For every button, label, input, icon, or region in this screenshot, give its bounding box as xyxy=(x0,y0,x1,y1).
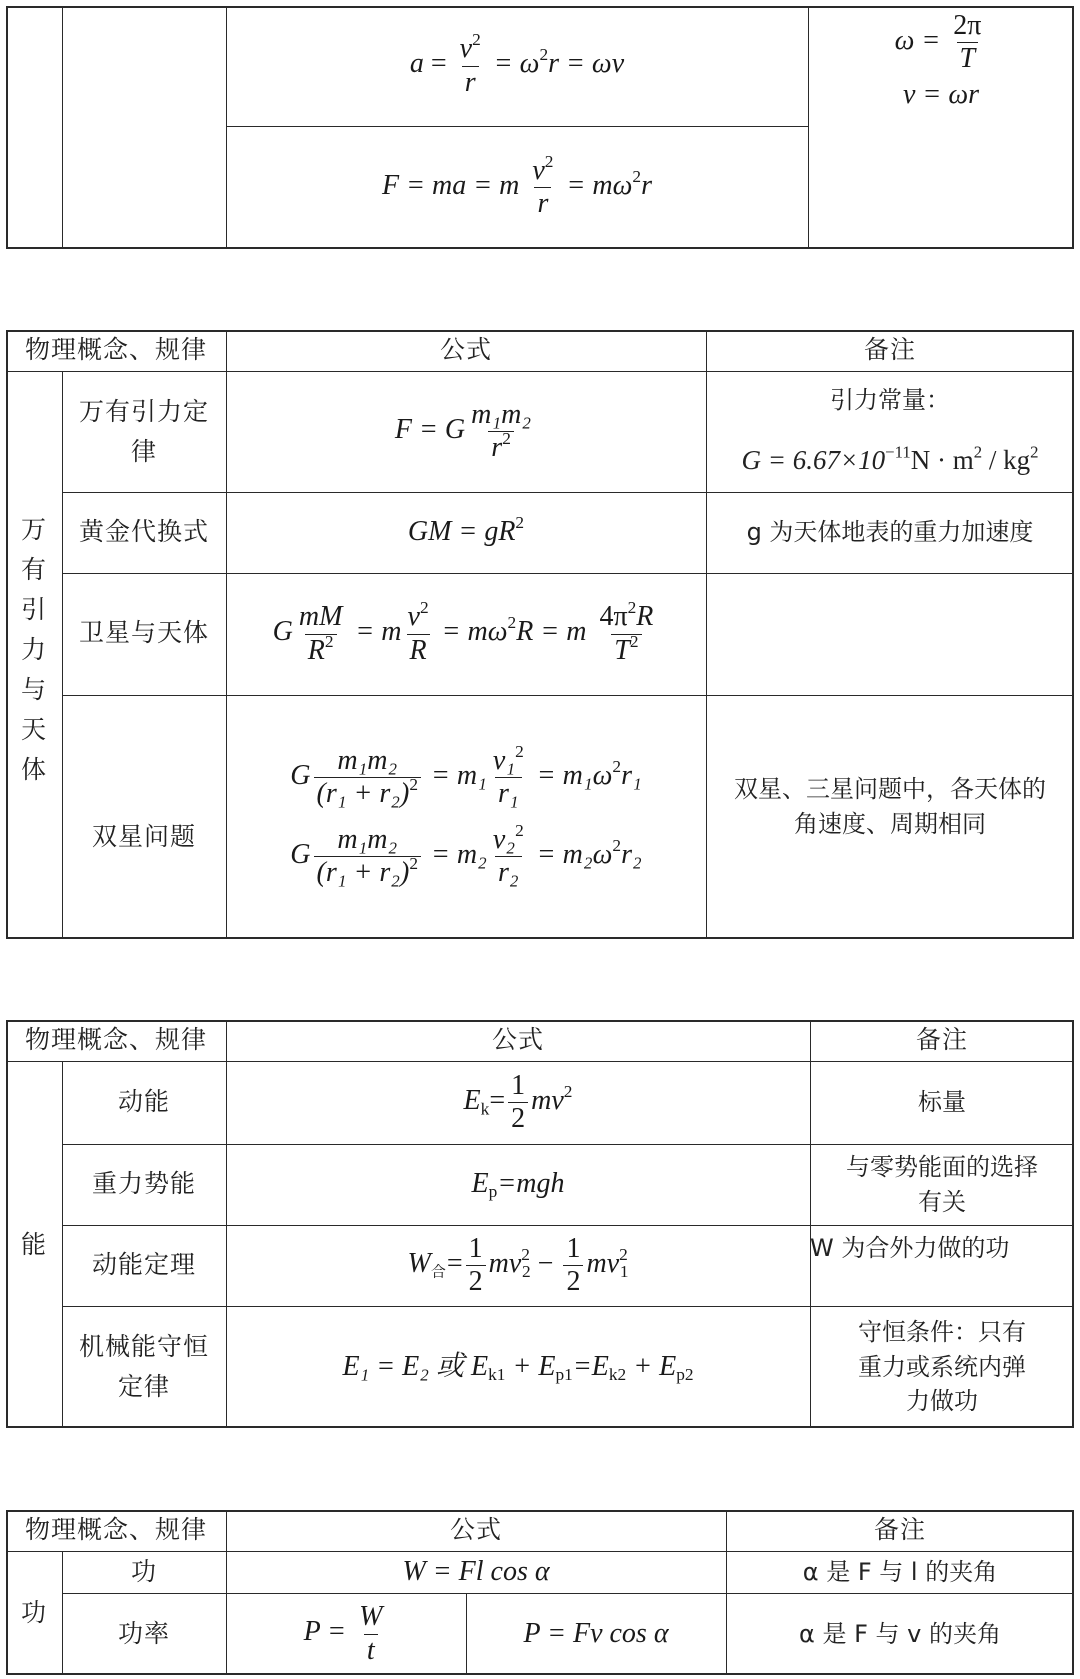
formula-centripetal-acceleration: a = $\frac{v^2}{r}$ = $\omega^2r = \omega v$ xyxy=(409,30,625,98)
formula-satellite: G $\frac{mM}{R^2}$ = m $\frac{v^2}{R}$ = $m\omega^2R = m$ $\frac{4\pi^2R}{T^2}$ xyxy=(272,598,654,666)
formula-work-energy-theorem: $W_合=$ $\frac{1}{2}$ $mv^2_2$ − $\frac{1}{2}$ $mv^2_1$ xyxy=(407,1232,629,1297)
formula-power-instant: P = Fv cos α xyxy=(523,1617,669,1649)
divider xyxy=(62,6,63,249)
note-angular-velocity: ω = $\frac{2\pi}{T}$ v = ωr xyxy=(894,10,982,111)
note-gravitational-pe: 与零势能面的选择 有关 xyxy=(846,1152,1038,1216)
formula-power-average: P = $\frac{W}{t}$ xyxy=(303,1601,383,1666)
header-concept: 物理概念、规律 xyxy=(24,1025,207,1055)
formula-universal-gravitation: F = G $\frac{\text{m₁m₂}}{r^2}$ xyxy=(394,398,532,463)
group-label-gravitation: 万 有 引 力 与 天 体 xyxy=(20,515,47,784)
concept-satellite: 卫星与天体 xyxy=(78,618,209,647)
header-concept: 物理概念、规律 xyxy=(24,335,207,365)
header-note: 备注 xyxy=(915,1025,968,1055)
formula-work: W = Fl cos α xyxy=(402,1555,550,1587)
header-note: 备注 xyxy=(873,1515,926,1545)
note-power: α 是 F 与 v 的夹角 xyxy=(799,1619,1001,1648)
formula-golden-substitution: GM = $gR^2$ xyxy=(407,513,525,548)
concept-kinetic-energy: 动能 xyxy=(117,1087,170,1117)
header-note: 备注 xyxy=(863,335,916,365)
concept-work: 功 xyxy=(130,1556,157,1586)
note-work-energy-theorem: W 为合外力做的功 xyxy=(810,1234,1010,1262)
concept-universal-gravitation: 万有引力定 律 xyxy=(78,396,209,466)
note-kinetic-energy: 标量 xyxy=(918,1088,966,1117)
formula-gravitational-pe: $E_p=mgh$ xyxy=(471,1168,565,1202)
concept-binary-star: 双星问题 xyxy=(91,821,196,851)
formula-kinetic-energy: $E_k=$ $\frac{1}{2}$ $mv^2$ xyxy=(463,1069,573,1134)
note-binary-star: 双星、三星问题中，各天体的 角速度、周期相同 xyxy=(734,775,1046,838)
concept-work-energy-theorem: 动能定理 xyxy=(91,1250,196,1280)
note-satellite xyxy=(706,573,1074,695)
formula-mechanical-energy-conservation: E₁ = E₂ 或 $E_{k1} + E_{p1}=E_{k2} + E_{p2}$ xyxy=(342,1350,694,1384)
formula-binary-star: G $\frac{\text{m₁m₂}}{(r_1 + r_2)^2}$ = m₁ $\frac{v_1^2}{\text{r₁}}$ = $m_1\omega^2r_1$ G $\frac{\text{m₁m₂}}{(r_1 + r_2)^2}$ = m₂ $\frac{v_2^2}{\text{r₂}}$ = $m_2\omega^2r_2$ xyxy=(290,741,642,889)
group-label-energy: 能 xyxy=(20,1229,47,1259)
concept-golden-substitution: 黄金代换式 xyxy=(78,517,209,547)
header-concept: 物理概念、规律 xyxy=(24,1515,207,1545)
concept-mechanical-energy-conservation: 机械能守恒 定律 xyxy=(78,1332,209,1401)
concept-power: 功率 xyxy=(117,1618,170,1648)
concept-gravitational-pe: 重力势能 xyxy=(91,1169,196,1199)
group-label-work: 功 xyxy=(20,1597,47,1627)
note-work: α 是 F 与 l 的夹角 xyxy=(802,1557,998,1586)
note-mechanical-energy-conservation: 守恒条件：只有 重力或系统内弹 力做功 xyxy=(858,1317,1026,1416)
header-formula: 公式 xyxy=(449,1515,502,1545)
formula-centripetal-force: F = ma = m $\frac{v^2}{r}$ = $m\omega^2r$ xyxy=(382,151,652,219)
note-gravitational-constant: 引力常量： $G = 6.67\times 10^{-11}N \cdot m^2 / kg^2$ xyxy=(741,385,1039,476)
note-golden-substitution: g 为天体地表的重力加速度 xyxy=(746,518,1034,547)
header-formula: 公式 xyxy=(491,1025,544,1055)
header-formula: 公式 xyxy=(439,335,492,365)
